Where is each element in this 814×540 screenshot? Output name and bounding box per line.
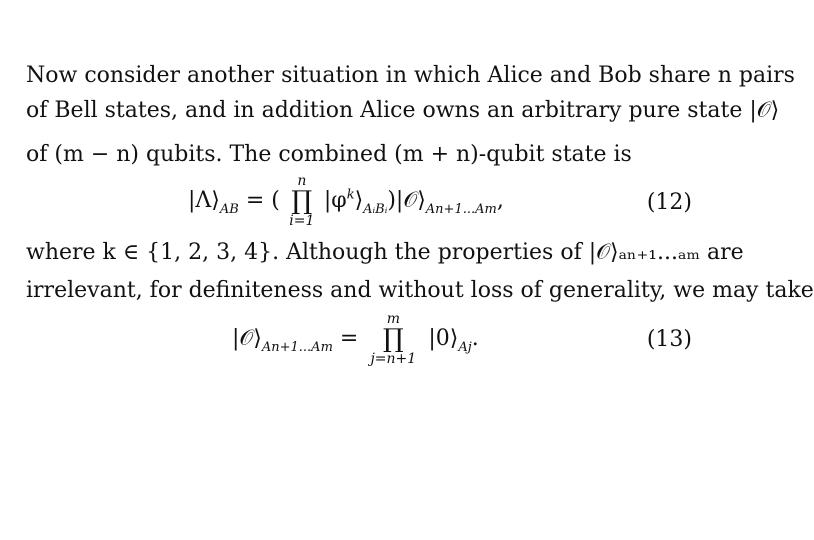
eq12-equals: = ( bbox=[245, 188, 280, 213]
eq12-lhs-sub: AB bbox=[219, 202, 239, 217]
paragraph-2-line-1: where k ∈ {1, 2, 3, 4}. Although the properties of |𝒪⟩ₐₙ₊₁...ₐₘ are bbox=[26, 240, 744, 265]
equation-12-number: (12) bbox=[646, 190, 692, 215]
equation-12 bbox=[188, 174, 504, 228]
eq12-product-upper: n bbox=[297, 173, 307, 189]
paragraph-1-line-1: Now consider another situation in which Alice and Bob share n pairs bbox=[26, 63, 795, 88]
product-symbol-icon: ∏ bbox=[382, 324, 404, 354]
eq13-product-lower: j=n+1 bbox=[370, 351, 417, 367]
eq13-equals: = bbox=[339, 326, 359, 351]
eq13-product bbox=[365, 312, 421, 366]
eq12-close: )|𝒪⟩ bbox=[387, 188, 426, 213]
product-symbol-icon: ∏ bbox=[291, 186, 313, 216]
eq12-phi-close: ⟩ bbox=[354, 188, 364, 213]
eq12-phi: |φ bbox=[323, 188, 347, 213]
eq12-lhs: |Λ⟩ bbox=[188, 188, 220, 213]
paragraph-1-line-3: of (m − n) qubits. The combined (m + n)-qubit state is bbox=[26, 142, 632, 167]
eq13-rhs-sub: Aj bbox=[458, 340, 472, 355]
eq12-phi-sup: k bbox=[346, 187, 355, 203]
paragraph-2-line-2: irrelevant, for definiteness and without loss of generality, we may take bbox=[26, 278, 814, 303]
eq12-end: , bbox=[496, 188, 504, 213]
eq12-product bbox=[287, 174, 317, 228]
eq12-close-sub: An+1...Am bbox=[425, 202, 497, 217]
eq13-end: . bbox=[471, 326, 479, 351]
eq12-phi-sub: AᵢBᵢ bbox=[363, 202, 388, 217]
paragraph-1-line-2: of Bell states, and in addition Alice owns an arbitrary pure state |𝒪⟩ bbox=[26, 98, 780, 123]
eq13-lhs-sub: An+1...Am bbox=[261, 340, 333, 355]
eq12-product-lower: i=1 bbox=[289, 213, 315, 229]
equation-13-number: (13) bbox=[646, 327, 692, 352]
eq13-rhs: |0⟩ bbox=[428, 326, 459, 351]
eq13-lhs: |𝒪⟩ bbox=[232, 326, 262, 351]
eq13-product-upper: m bbox=[386, 311, 400, 327]
equation-13 bbox=[232, 312, 479, 366]
